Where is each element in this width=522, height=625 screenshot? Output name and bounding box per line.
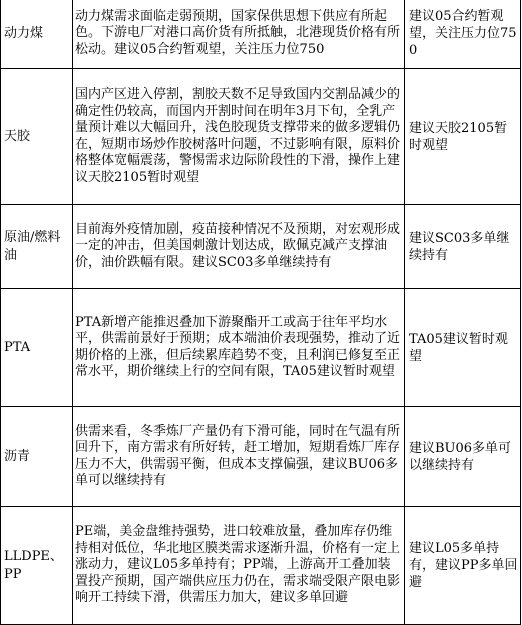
variety-cell: 沥青 — [1, 407, 73, 507]
analysis-cell: PTA新增产能推迟叠加下游聚酯开工或高于往年平均水平，供需前景好于预期；成本端油价表现强势，推动了近期价格的上涨，但后续累库趋势不变，且利润已修复至正常水平，期价继续上行的空间有限，TA05建议暂时观望 — [73, 289, 405, 407]
advice-cell: 建议05合约暂观望，关注压力位750 — [405, 0, 521, 69]
advice-cell: 建议BU06多单可以继续持有 — [405, 407, 521, 507]
analysis-cell: 供需来看，冬季炼厂产量仍有下滑可能，同时在气温有所回升下，南方需求有所好转，赶工增加，短期看炼厂库存压力不大，供需弱平衡，但成本支撑偏强，建议BU06多单可以继续持有 — [73, 407, 405, 507]
table-row — [1, 205, 521, 289]
table-row — [1, 0, 521, 69]
analysis-cell: 国内产区进入停割，割胶天数不足导致国内交割品减少的确定性仍较高，而国内开割时间在明年3月下旬，全乳产量预计难以大幅回升，浅色胶现货支撑带来的做多逻辑仍在，短期市场炒作胶树落叶问题，不过影响有限，原料价格整体宽幅震荡，警惕需求边际阶段性的下滑，操作上建议天胶2105暂时观望 — [73, 69, 405, 205]
table-row — [1, 289, 521, 407]
variety-cell: 天胶 — [1, 69, 73, 205]
advice-cell: 建议SC03多单继续持有 — [405, 205, 521, 289]
variety-cell: LLDPE、PP — [1, 507, 73, 625]
variety-cell: 原油/燃料油 — [1, 205, 73, 289]
advice-cell: 建议L05多单持有，建议PP多单回避 — [405, 507, 521, 625]
table-row — [1, 507, 521, 625]
advice-cell: TA05建议暂时观望 — [405, 289, 521, 407]
advice-cell: 建议天胶2105暂时观望 — [405, 69, 521, 205]
analysis-cell: 动力煤需求面临走弱预期，国家保供思想下供应有所起色。下游电厂对港口高价货有所抵触，北港现货价格有所松动。建议05合约暂观望，关注压力位750 — [73, 0, 405, 69]
analysis-cell: PE端，美金盘维持强势，进口较难放量，叠加库存仍维持相对低位，华北地区膜类需求逐渐升温，价格有一定上涨动力，建议L05多单持有；PP端，上游高开工叠加装置投产预期，国产端供应压力仍在，需求端受限产限电影响开工持续下滑，供需压力加大，建议多单回避 — [73, 507, 405, 625]
table-row — [1, 69, 521, 205]
variety-cell: 动力煤 — [1, 0, 73, 69]
table-row — [1, 407, 521, 507]
analysis-cell: 目前海外疫情加剧，疫苗接种情况不及预期，对宏观形成一定的冲击，但美国刺激计划达成，欧佩克减产支撑油价，油价跌幅有限。建议SC03多单继续持有 — [73, 205, 405, 289]
variety-cell: PTA — [1, 289, 73, 407]
